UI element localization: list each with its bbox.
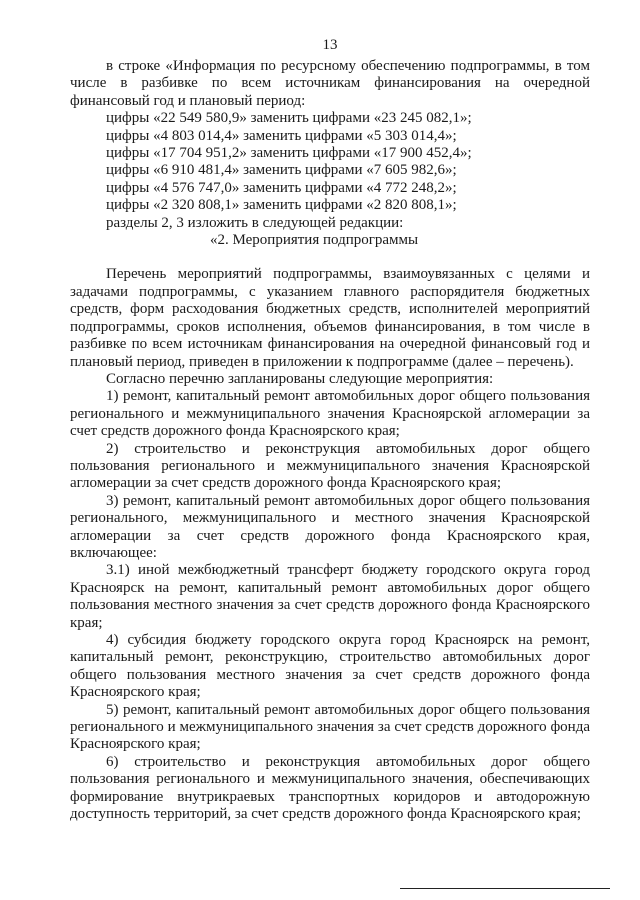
- page-number: 13: [322, 37, 338, 53]
- paragraph-measures-intro: Согласно перечню запланированы следующие мероприятия:: [106, 370, 494, 387]
- blank-line: [70, 249, 590, 266]
- section-title: «2. Мероприятия подпрограммы: [210, 232, 419, 249]
- footer-rule: [400, 888, 610, 889]
- replacement-line: цифры «2 320 808,1» заменить цифрами «2 820 808,1»;: [106, 197, 457, 214]
- replacement-line: цифры «6 910 481,4» заменить цифрами «7 605 982,6»;: [106, 162, 457, 179]
- measure-item-3: 3) ремонт, капитальный ремонт автомобильных дорог общего пользования регионального, межмуниципального и местного значения Красноярской агломерации за счет средств дорожного фонда Красноярского края, включающее:: [70, 492, 590, 561]
- replacement-line: цифры «4 576 747,0» заменить цифрами «4 772 248,2»;: [106, 179, 457, 196]
- sections-instruction: разделы 2, 3 изложить в следующей редакции:: [106, 214, 404, 231]
- measure-item-5: 5) ремонт, капитальный ремонт автомобильных дорог общего пользования регионального и межмуниципального значения за счет средств дорожного фонда Красноярского края;: [70, 701, 590, 753]
- intro-paragraph: в строке «Информация по ресурсному обеспечению подпрограммы, в том числе в разбивке по всем источникам финансирования на очередной финансовый год и плановый период:: [70, 58, 590, 109]
- paragraph-list-description: Перечень мероприятий подпрограммы, взаимоувязанных с целями и задачами подпрограммы, с указанием главного распорядителя бюджетных средств, форм расходования бюджетных средств, исполнителей мероприятий подпрограммы, сроков исполнения, объемов финансирования, в том числе в разбивке по всем источникам финансирования на очередной финансовый год и плановый период, приведен в приложении к подпрограмме (далее – перечень).: [70, 266, 590, 370]
- measure-item-1: 1) ремонт, капитальный ремонт автомобильных дорог общего пользования регионального и межмуниципального значения Красноярской агломерации за счет средств дорожного фонда Красноярского края;: [70, 388, 590, 440]
- document-body: [70, 58, 590, 823]
- measure-item-3-1: 3.1) иной межбюджетный трансферт бюджету городского округа город Красноярск на ремонт, капитальный ремонт автомобильных дорог общего пользования местного значения за счет средств дорожного фонда Красноярского края;: [70, 562, 590, 631]
- measure-item-4: 4) субсидия бюджету городского округа город Красноярск на ремонт, капитальный ремонт, реконструкцию, строительство автомобильных дорог общего пользования местного значения за счет средств дорожного фонда Красноярского края;: [70, 632, 590, 701]
- replacement-line: цифры «22 549 580,9» заменить цифрами «23 245 082,1»;: [106, 110, 472, 127]
- replacement-line: цифры «4 803 014,4» заменить цифрами «5 303 014,4»;: [106, 127, 457, 144]
- measure-item-6: 6) строительство и реконструкция автомобильных дорог общего пользования регионального и межмуниципального значения, обеспечивающих формирование внутрикраевых транспортных коридоров и автодорожную доступность территорий, за счет средств дорожного фонда Красноярского края;: [70, 753, 590, 823]
- replacement-line: цифры «17 704 951,2» заменить цифрами «17 900 452,4»;: [106, 145, 472, 162]
- measure-item-2: 2) строительство и реконструкция автомобильных дорог общего пользования регионального и межмуниципального значения Красноярской агломерации за счет средств дорожного фонда Красноярского края;: [70, 440, 590, 492]
